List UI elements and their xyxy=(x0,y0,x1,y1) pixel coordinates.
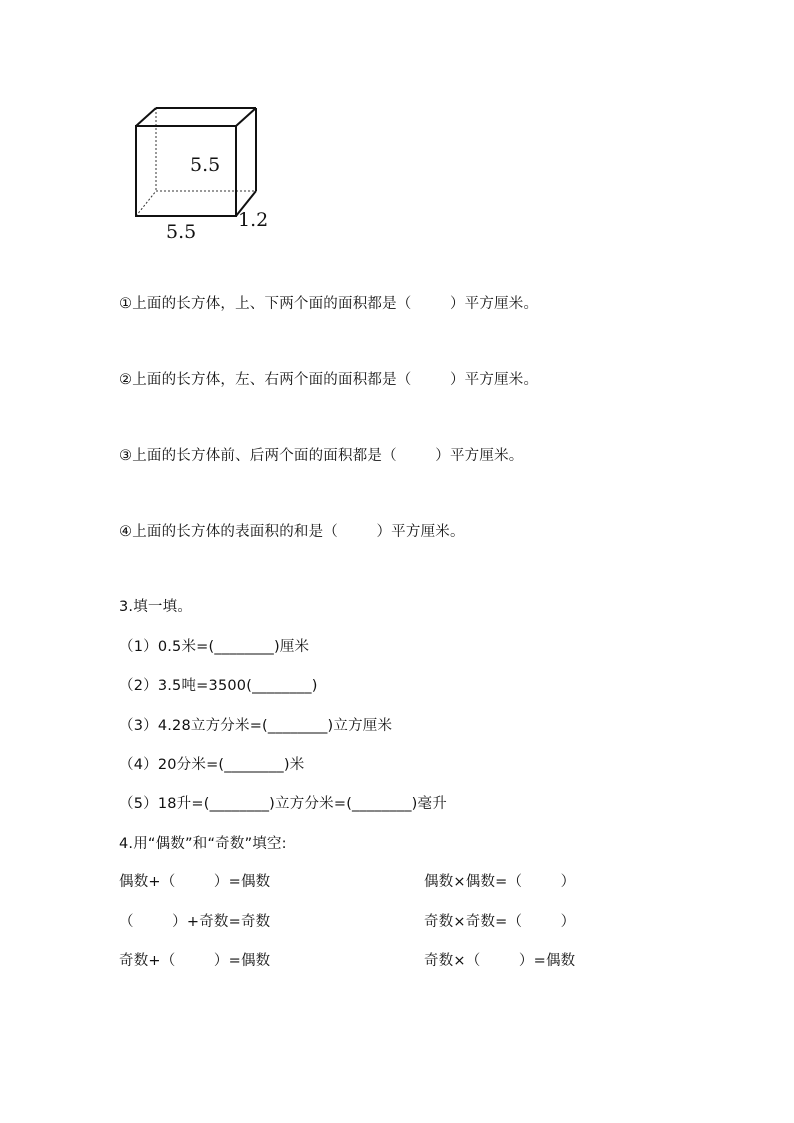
section4-row-3-left: 奇数+（ ）=偶数 xyxy=(119,953,271,969)
section4-row-1-left: 偶数+（ ）=偶数 xyxy=(119,874,271,890)
height-label: 5.5 xyxy=(190,154,221,176)
section3-item-3: （3）4.28立方分米=(________)立方厘米 xyxy=(119,718,393,734)
question-3: ③上面的长方体前、后两个面的面积都是（ ）平方厘米。 xyxy=(119,448,524,464)
section4-row-1-right: 偶数×偶数=（ ） xyxy=(424,874,576,890)
cuboid-figure xyxy=(120,96,290,246)
section4-row-3-right: 奇数×（ ）=偶数 xyxy=(424,953,576,969)
section4-row-2-right: 奇数×奇数=（ ） xyxy=(424,914,576,930)
section4-row-2-left: （ ）+奇数=奇数 xyxy=(119,914,271,930)
question-2: ②上面的长方体，左、右两个面的面积都是（ ）平方厘米。 xyxy=(119,372,539,388)
section3-item-1: （1）0.5米=(________)厘米 xyxy=(119,639,310,655)
question-4: ④上面的长方体的表面积的和是（ ）平方厘米。 xyxy=(119,524,465,540)
section3-title: 3.填一填。 xyxy=(119,599,193,615)
section3-item-4: （4）20分米=(________)米 xyxy=(119,757,305,773)
section4-title: 4.用“偶数”和“奇数”填空: xyxy=(119,836,287,852)
length-label: 5.5 xyxy=(166,221,197,243)
section3-item-5: （5）18升=(________)立方分米=(________)毫升 xyxy=(119,796,447,812)
section3-item-2: （2）3.5吨=3500(________) xyxy=(119,678,318,694)
question-1: ①上面的长方体，上、下两个面的面积都是（ ）平方厘米。 xyxy=(119,296,539,312)
width-label: 1.2 xyxy=(238,209,269,231)
